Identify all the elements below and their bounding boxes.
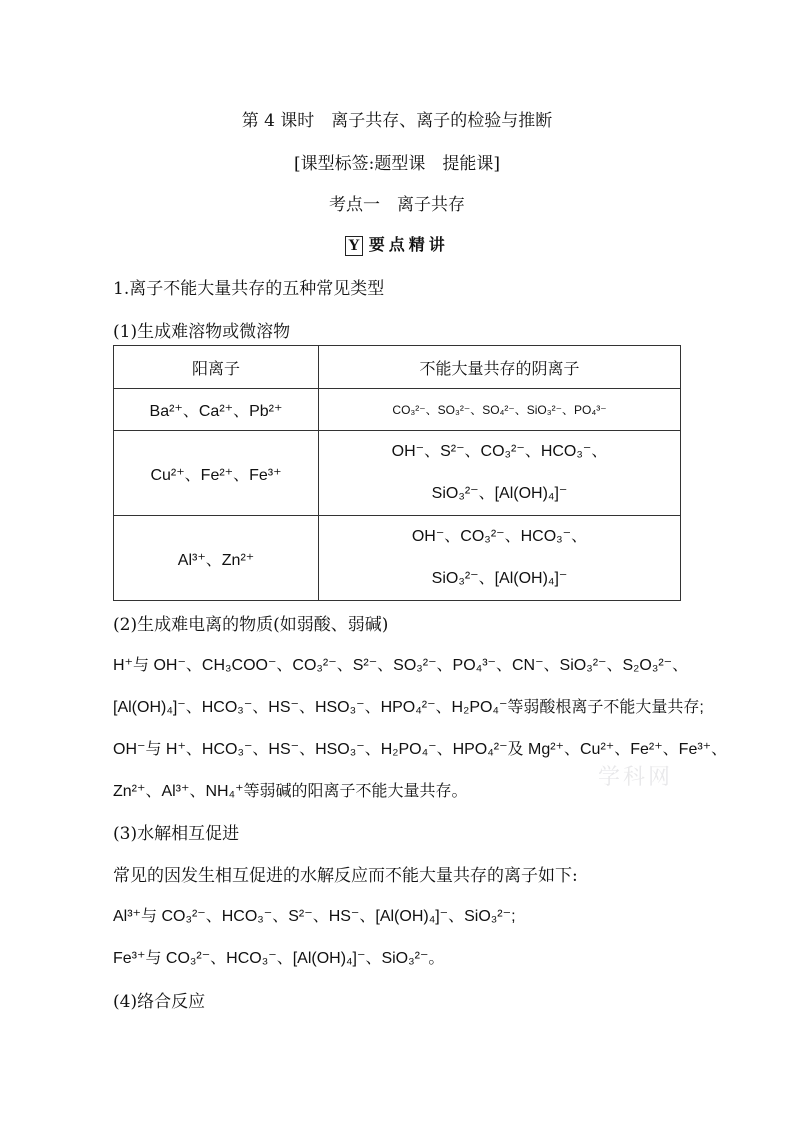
table-cell-cation: Ba²⁺、Ca²⁺、Pb²⁺ (114, 389, 319, 431)
table-header-cation: 阳离子 (114, 346, 319, 389)
key-points-box-icon: Y (345, 236, 363, 256)
paragraph-line: OH⁻与 H⁺、HCO₃⁻、HS⁻、HSO₃⁻、H₂PO₄⁻、HPO₄²⁻及 Mg²⁺、Cu²⁺、Fe²⁺、Fe³⁺、 (113, 741, 728, 758)
table-cell-anion-line: OH⁻、CO₃²⁻、HCO₃⁻、 (411, 528, 588, 545)
table-header-row (114, 346, 681, 389)
table-cell-anion-line: SiO₃²⁻、[Al(OH)₄]⁻ (431, 485, 568, 502)
watermark: 学科网 (598, 765, 674, 790)
subsection-2-heading: (2)生成难电离的物质(如弱酸、弱碱) (113, 615, 389, 635)
paragraph-line: [Al(OH)₄]⁻、HCO₃⁻、HS⁻、HSO₃⁻、HPO₄²⁻、H₂PO₄⁻等弱酸根离子不能大量共存; (113, 699, 704, 716)
paragraph-line: Zn²⁺、Al³⁺、NH₄⁺等弱碱的阳离子不能大量共存。 (113, 783, 468, 800)
table-cell-anion-line: OH⁻、S²⁻、CO₃²⁻、HCO₃⁻、 (391, 443, 608, 460)
subsection-1-heading: (1)生成难溶物或微溶物 (113, 322, 291, 342)
key-points-banner (0, 232, 794, 256)
subsection-3-heading: (3)水解相互促进 (113, 824, 240, 844)
table-row (114, 389, 681, 431)
paragraph-line: H⁺与 OH⁻、CH₃COO⁻、CO₃²⁻、S²⁻、SO₃²⁻、PO₄³⁻、CN⁻、SiO₃²⁻、S₂O₃²⁻、 (113, 657, 689, 674)
table-row (114, 431, 681, 516)
table-cell-anion-line: SiO₃²⁻、[Al(OH)₄]⁻ (431, 570, 568, 587)
section-1-heading: 1.离子不能大量共存的五种常见类型 (113, 279, 385, 299)
paragraph-line: 常见的因发生相互促进的水解反应而不能大量共存的离子如下: (113, 866, 578, 886)
table-row (114, 516, 681, 601)
table-cell-anion: CO₃²⁻、SO₃²⁻、SO₄²⁻、SiO₃²⁻、PO₄³⁻ (319, 389, 681, 431)
table-cell-cation: Al³⁺、Zn²⁺ (114, 516, 319, 601)
topic-heading: 考点一 离子共存 (329, 195, 465, 215)
key-points-label: 要点精讲 (368, 235, 449, 254)
table-header-anion: 不能大量共存的阴离子 (319, 346, 681, 389)
paragraph-line: Fe³⁺与 CO₃²⁻、HCO₃⁻、[Al(OH)₄]⁻、SiO₃²⁻。 (113, 950, 445, 967)
ion-table (113, 345, 681, 601)
subsection-4-heading: (4)络合反应 (113, 992, 206, 1012)
paragraph-line: Al³⁺与 CO₃²⁻、HCO₃⁻、S²⁻、HS⁻、[Al(OH)₄]⁻、SiO₃²⁻; (113, 908, 516, 925)
lesson-title: 第 4 课时 离子共存、离子的检验与推断 (241, 111, 553, 131)
lesson-tag: [课型标签:题型课 提能课] (294, 154, 500, 174)
table-cell-cation: Cu²⁺、Fe²⁺、Fe³⁺ (114, 431, 319, 516)
